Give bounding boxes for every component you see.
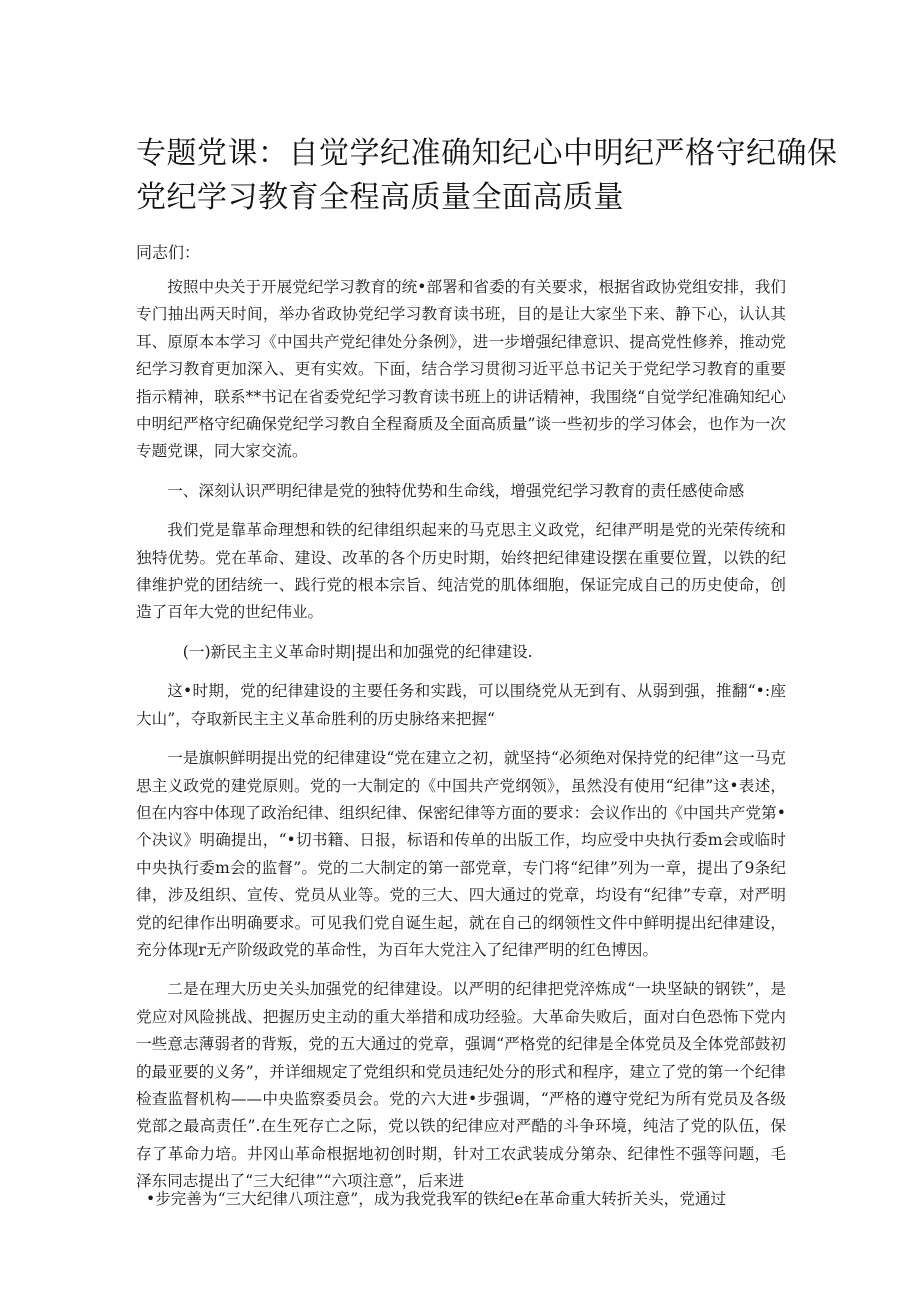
body-paragraph: 一是旗帜鲜明提出党的纪律建设“党在建立之初，就坚持“必须绝对保持党的纪律”这一马克思主义政党的建党原则。党的一大制定的《中国共产党纲领》，虽然没有使用“纪律”这•表述，但在内容中体现了政治纪律、组织纪律、保密纪律等方面的要求：会议作出的《中国共产党第•个决议》明确提出，“•切书籍、日报，标语和传单的出版工作，均应受中央执行委m会或临时中央执行委m会的监督”。党的二大制定的第一部党章，专门将“纪律”列为一章，提出了9条纪律，涉及组织、宣传、党员从业等。党的三大、四大通过的党章，均设有“纪律”专章，对严明党的纪律作出明确要求。可见我们党自诞生起，就在自己的纲领性文件中鲜明提出纪律建设，充分体现r无产阶级政党的革命性，为百年大党注入了纪律严明的红色博因。: [136, 749, 786, 959]
document-body: [136, 274, 786, 1208]
body-paragraph: 这•时期，党的纪律建设的主要任务和实践，可以围绕党从无到有、从弱到强，推翻“•:座大山”，夺取新民主主义革命胜利的历史脉络来把握“: [136, 682, 786, 728]
title-line-1: 专题党课：自觉学纪准确知纪心中明纪严格守纪确保: [136, 136, 838, 171]
continuation-line: •步完善为“三大纪律八项注意”，成为我党我军的铁纪e在革命重大转折关头，党通过: [146, 1190, 727, 1208]
body-paragraph: 二是在理大历史关头加强党的纪律建设。以严明的纪律把党淬炼成“一块坚缺的钢铁”，是党应对风险挑战、把握历史主动的重大举措和成功经验。大革命失败后，面对白色恐怖下党内一些意志薄弱者的背叛，党的五大通过的党章，强调“严格党的纪律是全体党员及全体党部鼓初的最亚要的义务”，并详细规定了党组织和党员违纪处分的形式和程序，建立了党的第一个纪律检查监督机构——中央监察委员会。党的六大进•步强调，“严格的遵守党纪为所有党员及各级党部之最高责任”.在生死存亡之际，党以铁的纪律应对严酷的斗争环境，纯洁了党的队伍，保存了革命力培。井冈山革命根据地初创时期，针对工农武装成分第杂、纪律性不强等问题，毛泽东同志提出了“三大纪律”“六项注意”，后来进: [136, 980, 786, 1191]
salutation: 同志们：: [136, 243, 201, 262]
intro-paragraph: 按照中央关于开展党纪学习教育的统•部署和省委的有关要求，根据省政协党组安排，我们专门抽出两天时间，举办省政协党纪学习教育读书班，目的是让大家坐下来、静下心，认认其耳、原原本本学习《中国共产党纪律处分条例》，进一步增强纪律意识、提高党性修养，推动党纪学习教育更加深入、更有实效。下面，结合学习贯彻习近平总书记关于党纪学习教育的重要指示精神，联系**书记在省委党纪学习教育读书班上的讲话精神，我围绕“自觉学纪准确知纪心中明纪严格守纪确保党纪学习教自全程裔质及全面高质量”谈一些初步的学习体会，也作为一次专题党课，同大家交流。: [136, 278, 786, 461]
section-heading-1: 一、深刻认识严明纪律是党的独特优势和生命线，增强党纪学习教育的责任感使命感: [167, 481, 745, 500]
subsection-heading-1: (一)新民主主义革命时期|提出和加强党的纪律建设.: [182, 642, 533, 661]
body-paragraph: 我们党是靠革命理想和铁的纪律组织起来的马克思主义政党，纪律严明是党的光荣传统和独特优势。党在革命、建设、改革的各个历史时期，始终把纪律建设摆在重要位置，以铁的纪律维护党的团结统一、践行党的根本宗旨、纯洁党的肌体细胞，保证完成自己的历史使命，创造了百年大党的世纪伟业。: [136, 521, 786, 622]
title-line-2: 党纪学习教育全程高质量全面高质量: [136, 180, 624, 215]
document-title: [136, 132, 838, 220]
